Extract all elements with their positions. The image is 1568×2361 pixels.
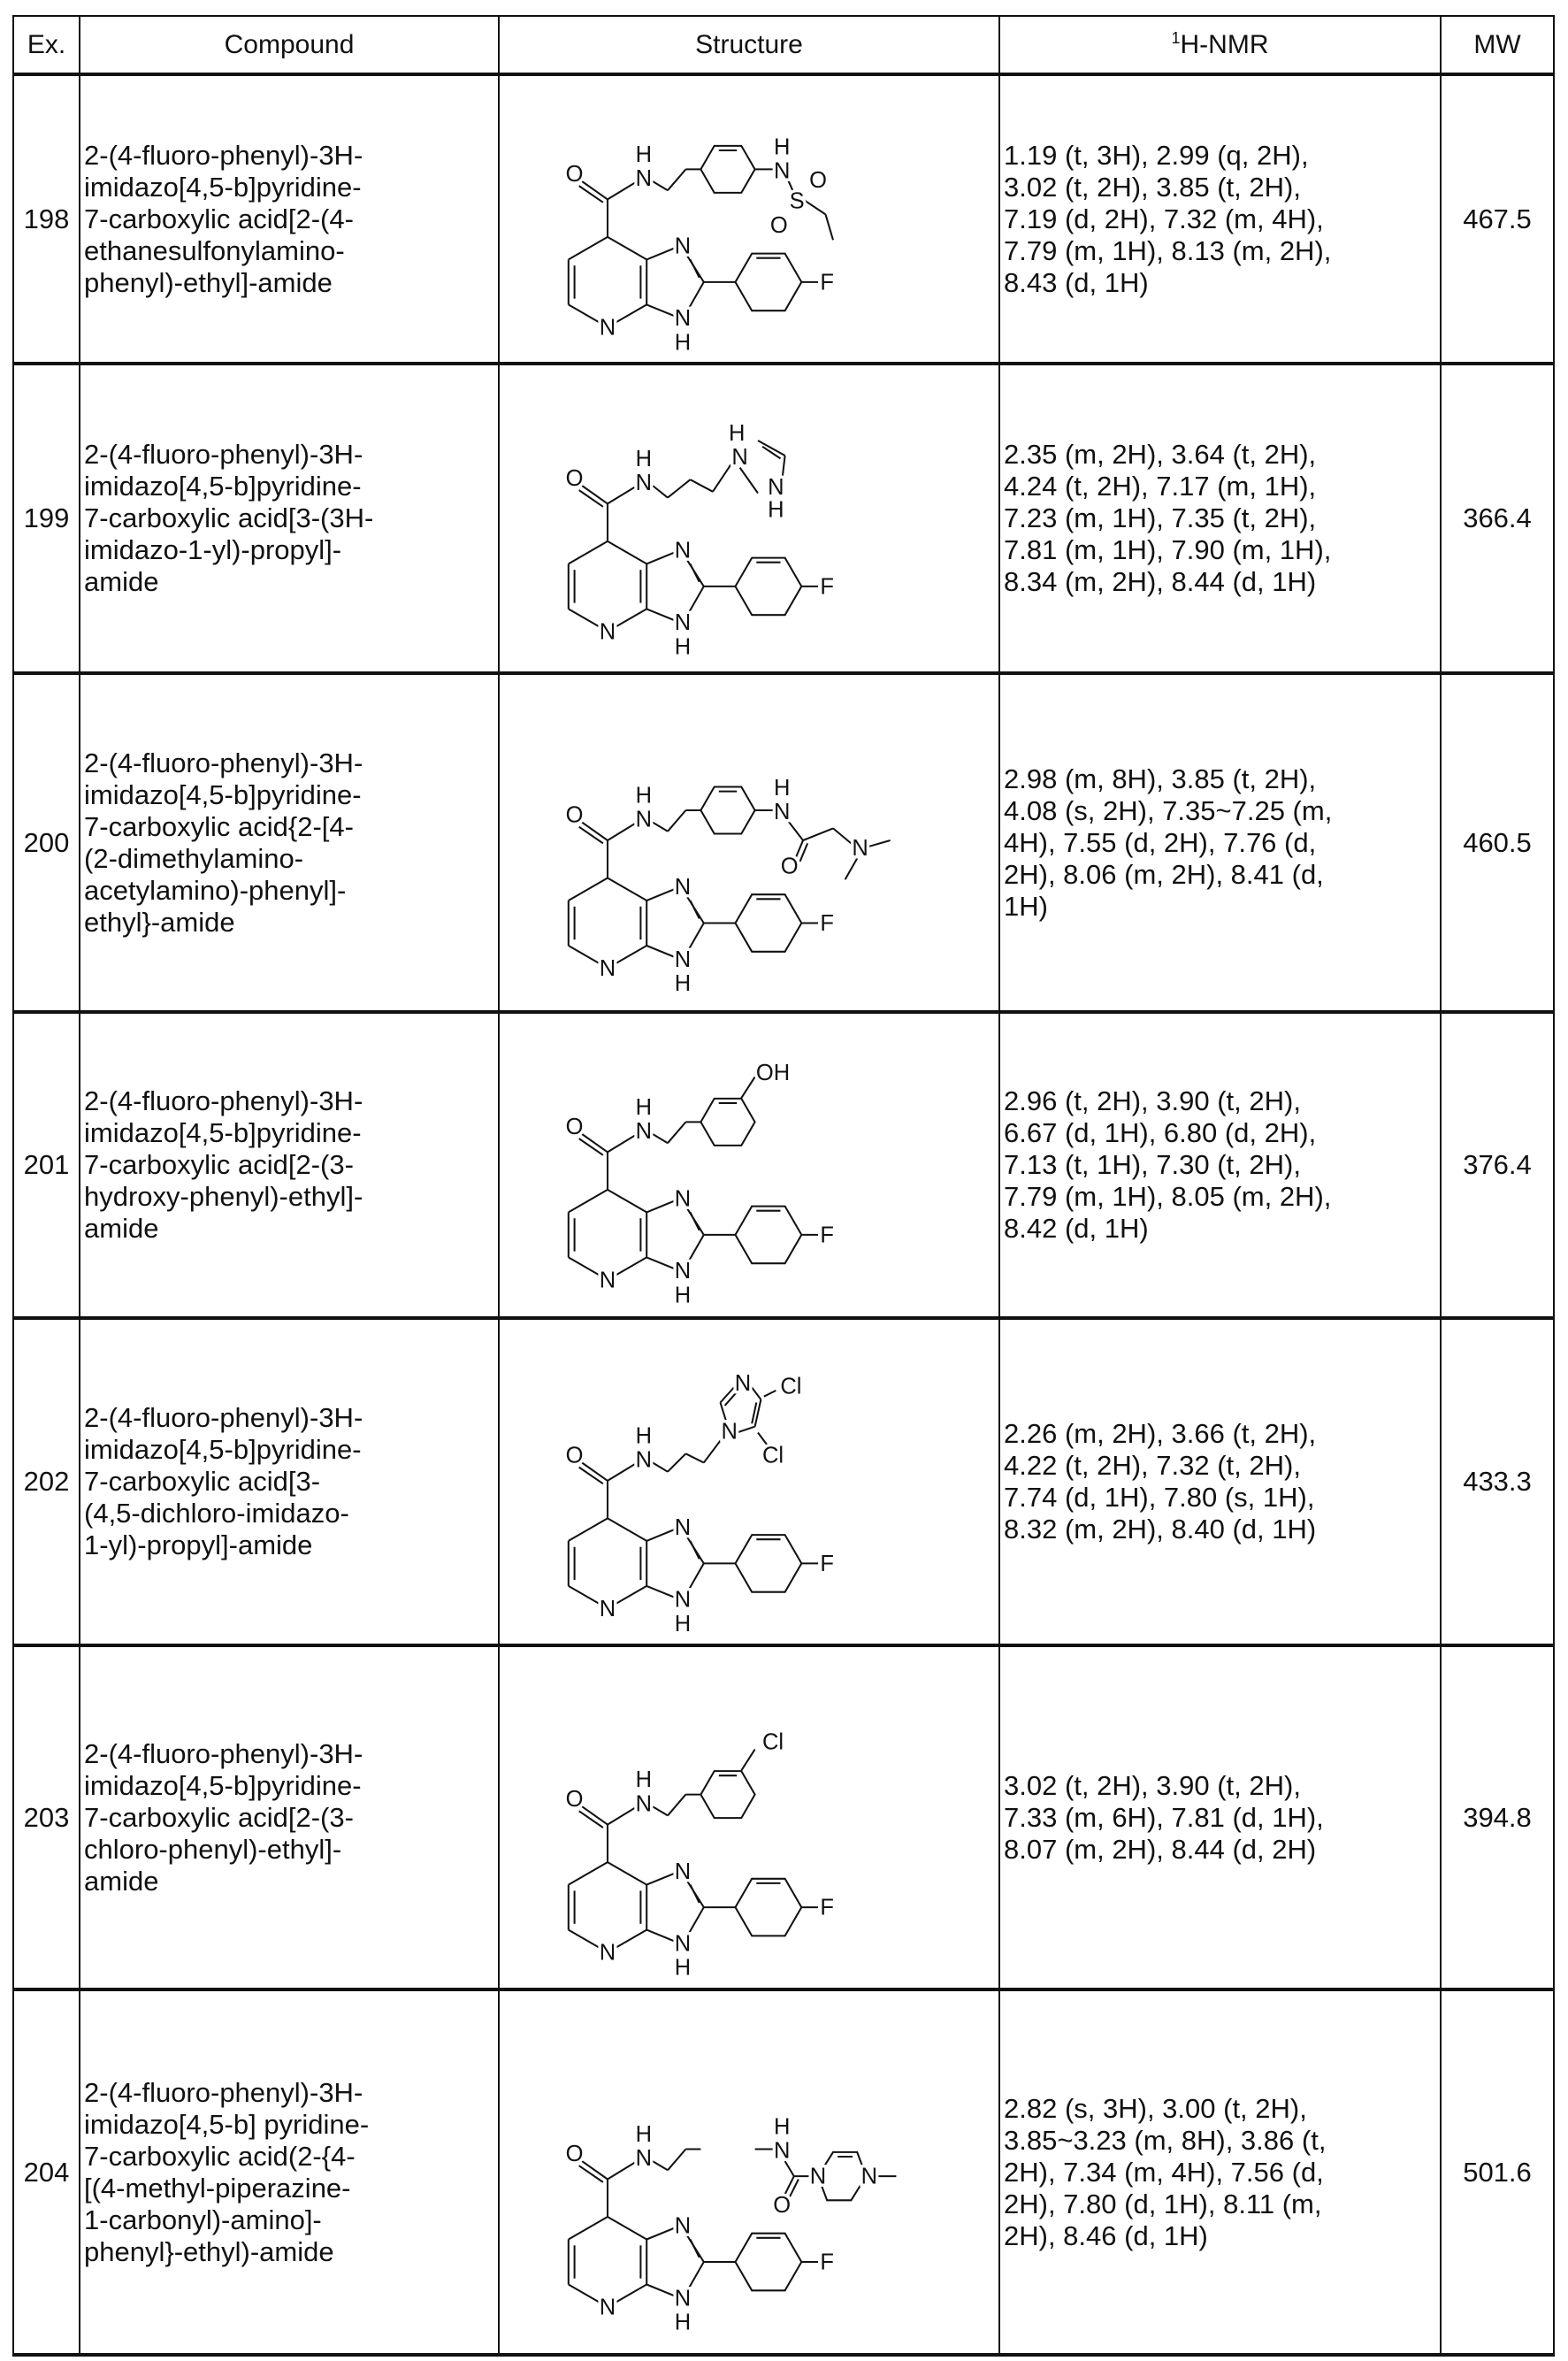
- compound-line: 2-(4-fluoro-phenyl)-3H-: [84, 747, 498, 779]
- nmr-data: [999, 1318, 1441, 1645]
- structure-cell: [499, 1012, 999, 1318]
- atom-label: N: [636, 166, 652, 191]
- bond: [691, 1885, 700, 1903]
- compound-line: 7-carboxylic acid{2-[4-: [84, 811, 498, 843]
- nmr-line: 7.13 (t, 1H), 7.30 (t, 2H),: [1004, 1149, 1440, 1181]
- atom-label: O: [566, 466, 584, 491]
- compound-line: imidazo-1-yl)-propyl]-: [84, 534, 498, 566]
- compound-line: hydroxy-phenyl)-ethyl]-: [84, 1181, 498, 1213]
- atom-label: O: [773, 2193, 791, 2218]
- structure-cell: [499, 74, 999, 364]
- ring: [700, 1771, 754, 1818]
- compound-table: [12, 15, 1555, 2357]
- structure-drawing: [566, 421, 834, 659]
- chemical-structure: [500, 675, 997, 1010]
- nmr-line: 7.23 (m, 1H), 7.35 (t, 2H),: [1004, 502, 1440, 534]
- atom-label: N: [675, 875, 691, 900]
- nmr-line: 4.08 (s, 2H), 7.35~7.25 (m,: [1004, 795, 1440, 827]
- atom-label: H: [675, 2311, 691, 2335]
- ring: [736, 1879, 802, 1936]
- chemical-structure: [500, 1991, 997, 2353]
- bond: [653, 1806, 668, 1815]
- compound-line: imidazo[4,5-b]pyridine-: [84, 1770, 498, 1802]
- ring: [736, 254, 802, 311]
- structure-cell: [499, 1318, 999, 1645]
- bond: [668, 169, 685, 190]
- atom-label: H: [636, 447, 652, 471]
- nmr-line: 2.96 (t, 2H), 3.90 (t, 2H),: [1004, 1085, 1440, 1117]
- compound-name: [80, 74, 499, 364]
- example-number: 202: [13, 1318, 80, 1645]
- atom-label: N: [636, 2146, 652, 2171]
- atom-label: N: [675, 1859, 691, 1884]
- atom-label: N: [852, 836, 868, 861]
- nmr-line: 7.74 (d, 1H), 7.80 (s, 1H),: [1004, 1482, 1440, 1514]
- atom-label: N: [774, 2139, 790, 2164]
- example-number: 199: [13, 364, 80, 673]
- atom-label: H: [675, 971, 691, 996]
- bond: [569, 1190, 608, 1213]
- bond: [803, 828, 833, 840]
- bond: [653, 823, 668, 832]
- compound-line: 2-(4-fluoro-phenyl)-3H-: [84, 2077, 498, 2109]
- atom-label: N: [636, 1791, 652, 1816]
- compound-line: imidazo[4,5-b]pyridine-: [84, 172, 498, 203]
- compound-line: 2-(4-fluoro-phenyl)-3H-: [84, 140, 498, 172]
- structure-cell: [499, 1989, 999, 2355]
- atom-label: F: [820, 1552, 834, 1576]
- bond: [608, 1190, 646, 1213]
- compound-line: (4,5-dichloro-imidazo-: [84, 1498, 498, 1529]
- ring: [736, 1535, 802, 1592]
- atom-label: O: [770, 213, 788, 238]
- bond: [668, 810, 685, 832]
- nmr-line: 2.98 (m, 8H), 3.85 (t, 2H),: [1004, 763, 1440, 795]
- atom-label: H: [675, 1956, 691, 1981]
- table-row: [13, 74, 1554, 364]
- compound-line: phenyl}-ethyl)-amide: [84, 2236, 498, 2268]
- nmr-line: 2H), 7.34 (m, 4H), 7.56 (d,: [1004, 2157, 1440, 2189]
- compound-line: amide: [84, 1866, 498, 1897]
- atom-label: O: [781, 854, 799, 878]
- compound-line: 7-carboxylic acid[3-: [84, 1466, 498, 1498]
- bond: [833, 828, 851, 843]
- atom-label: N: [675, 1931, 691, 1956]
- atom-label: H: [768, 498, 784, 523]
- header-structure: Structure: [499, 16, 999, 74]
- nmr-line: 3.02 (t, 2H), 3.90 (t, 2H),: [1004, 1770, 1440, 1802]
- compound-line: (2-dimethylamino-: [84, 843, 498, 875]
- atom-label: S: [790, 189, 805, 214]
- table-row: [13, 1645, 1554, 1989]
- bond: [569, 1862, 608, 1885]
- atom-label: O: [566, 1444, 584, 1468]
- atom-label: N: [636, 471, 652, 495]
- compound-line: amide: [84, 1213, 498, 1245]
- molecular-weight: 501.6: [1441, 1989, 1554, 2355]
- nmr-data: [999, 1012, 1441, 1318]
- bond: [608, 541, 646, 564]
- atom-label: H: [675, 1612, 691, 1637]
- atom-label: H: [675, 1283, 691, 1307]
- nmr-line: 2.82 (s, 3H), 3.00 (t, 2H),: [1004, 2093, 1440, 2125]
- compound-name: [80, 673, 499, 1012]
- atom-label: N: [774, 159, 790, 184]
- molecular-weight: 433.3: [1441, 1318, 1554, 1645]
- bond: [713, 464, 730, 492]
- atom-label: N: [768, 475, 784, 500]
- atom-label: H: [729, 421, 745, 446]
- bond: [608, 1862, 646, 1885]
- bond: [668, 1453, 685, 1471]
- compound-line: 7-carboxylic acid[2-(3-: [84, 1802, 498, 1834]
- example-number: 203: [13, 1645, 80, 1989]
- bond: [737, 1427, 754, 1433]
- bond: [653, 1463, 668, 1472]
- atom-label: N: [675, 1588, 691, 1613]
- atom-label: N: [636, 1119, 652, 1144]
- ring: [700, 787, 754, 834]
- bond: [741, 1077, 754, 1098]
- atom-label: N: [675, 947, 691, 972]
- atom-label: O: [566, 1115, 584, 1139]
- nmr-data: [999, 673, 1441, 1012]
- atom-label: F: [820, 574, 834, 599]
- bond: [608, 1808, 635, 1825]
- compound-line: imidazo[4,5-b] pyridine-: [84, 2109, 498, 2141]
- atom-label: N: [600, 1268, 616, 1292]
- molecular-weight: 460.5: [1441, 673, 1554, 1012]
- bond: [569, 541, 608, 564]
- bond: [608, 1518, 646, 1541]
- nmr-line: 7.33 (m, 6H), 7.81 (d, 1H),: [1004, 1802, 1440, 1834]
- bond: [668, 1795, 685, 1816]
- atom-label: N: [721, 1419, 737, 1444]
- atom-label: N: [861, 2165, 877, 2189]
- bond: [653, 1134, 668, 1143]
- compound-line: imidazo[4,5-b]pyridine-: [84, 1117, 498, 1149]
- compound-line: acetylamino)-phenyl]-: [84, 875, 498, 907]
- compound-line: ethanesulfonylamino-: [84, 235, 498, 267]
- bond: [788, 821, 803, 840]
- nmr-line: 7.19 (d, 2H), 7.32 (m, 4H),: [1004, 203, 1440, 235]
- header-row: [13, 16, 1554, 74]
- atom-label: F: [820, 1223, 834, 1247]
- bond: [569, 878, 608, 901]
- nmr-line: 3.85~3.23 (m, 8H), 3.86 (t,: [1004, 2125, 1440, 2157]
- atom-label: N: [675, 1187, 691, 1212]
- bond: [721, 1388, 734, 1403]
- bond: [653, 2161, 668, 2170]
- compound-line: 7-carboxylic acid(2-{4-: [84, 2141, 498, 2173]
- atom-label: N: [675, 2286, 691, 2311]
- atom-label: O: [566, 2142, 584, 2166]
- compound-line: 7-carboxylic acid[2-(4-: [84, 203, 498, 235]
- compound-line: [(4-methyl-piperazine-: [84, 2173, 498, 2204]
- bond: [803, 199, 826, 214]
- structure-drawing: [566, 1061, 834, 1308]
- nmr-line: 8.32 (m, 2H), 8.40 (d, 1H): [1004, 1514, 1440, 1545]
- ring: [736, 1207, 802, 1264]
- bond: [704, 1438, 722, 1462]
- bond: [668, 479, 691, 497]
- atom-label: O: [566, 1787, 584, 1812]
- table-row: [13, 673, 1554, 1012]
- chemical-structure: [500, 76, 997, 362]
- nmr-line: 4H), 7.55 (d, 2H), 7.76 (d,: [1004, 827, 1440, 859]
- atom-label: N: [735, 1371, 751, 1396]
- table-row: [13, 1989, 1554, 2355]
- nmr-data: [999, 1989, 1441, 2355]
- atom-label: N: [636, 1448, 652, 1473]
- atom-label: F: [820, 911, 834, 936]
- structure-drawing: [566, 1371, 834, 1637]
- bond: [653, 486, 668, 498]
- example-number: 204: [13, 1989, 80, 2355]
- nmr-line: 2.26 (m, 2H), 3.66 (t, 2H),: [1004, 1418, 1440, 1450]
- atom-label: H: [774, 2115, 790, 2140]
- compound-line: 2-(4-fluoro-phenyl)-3H-: [84, 1738, 498, 1770]
- molecular-weight: 366.4: [1441, 364, 1554, 673]
- nmr-line: 4.24 (t, 2H), 7.17 (m, 1H),: [1004, 471, 1440, 502]
- nmr-line: 2H), 7.80 (d, 1H), 8.11 (m,: [1004, 2189, 1440, 2220]
- bond: [569, 1518, 608, 1541]
- example-number: 198: [13, 74, 80, 364]
- bond: [691, 479, 714, 492]
- bond: [826, 214, 834, 240]
- nmr-line: 8.42 (d, 1H): [1004, 1213, 1440, 1245]
- compound-name: [80, 1012, 499, 1318]
- atom-label: N: [600, 315, 616, 340]
- atom-label: N: [675, 1515, 691, 1540]
- nmr-line: 1H): [1004, 891, 1440, 923]
- chemical-structure: [500, 1320, 997, 1644]
- compound-line: imidazo[4,5-b]pyridine-: [84, 471, 498, 502]
- compound-line: amide: [84, 566, 498, 598]
- bond: [740, 468, 758, 494]
- atom-label: H: [636, 142, 652, 167]
- ring: [700, 1099, 754, 1146]
- atom-label: N: [600, 956, 616, 981]
- table-row: [13, 1012, 1554, 1318]
- compound-line: 2-(4-fluoro-phenyl)-3H-: [84, 1085, 498, 1117]
- bond: [608, 237, 646, 260]
- nmr-line: 7.79 (m, 1H), 8.13 (m, 2H),: [1004, 235, 1440, 267]
- atom-label: N: [675, 539, 691, 563]
- nmr-superscript: 1: [1172, 29, 1181, 47]
- nmr-line: 7.79 (m, 1H), 8.05 (m, 2H),: [1004, 1181, 1440, 1213]
- bond: [668, 2150, 685, 2171]
- bond: [752, 1388, 761, 1400]
- example-number: 200: [13, 673, 80, 1012]
- molecular-weight: 394.8: [1441, 1645, 1554, 1989]
- bond: [685, 1453, 703, 1462]
- structure-drawing: [566, 1730, 834, 1981]
- bond: [691, 259, 700, 277]
- chemical-structure: [500, 1647, 997, 1988]
- atom-label: F: [820, 270, 834, 295]
- nmr-label: H-NMR: [1181, 30, 1269, 59]
- atom-label: F: [820, 1896, 834, 1920]
- atom-label: N: [600, 1941, 616, 1966]
- bond: [691, 1541, 700, 1559]
- header-compound: Compound: [80, 16, 499, 74]
- compound-line: 7-carboxylic acid[3-(3H-: [84, 502, 498, 534]
- atom-label: N: [731, 445, 747, 470]
- header-ex: Ex.: [13, 16, 80, 74]
- structure-drawing: [566, 2115, 897, 2335]
- ring: [736, 894, 802, 952]
- atom-label: OH: [756, 1061, 790, 1085]
- molecular-weight: 376.4: [1441, 1012, 1554, 1318]
- nmr-line: 7.81 (m, 1H), 7.90 (m, 1H),: [1004, 534, 1440, 566]
- nmr-data: [999, 74, 1441, 364]
- structure-drawing: [566, 776, 891, 996]
- atom-label: F: [820, 2250, 834, 2275]
- atom-label: N: [810, 2165, 826, 2189]
- atom-label: Cl: [762, 1444, 784, 1468]
- structure-drawing: [566, 134, 834, 355]
- compound-line: imidazo[4,5-b]pyridine-: [84, 1434, 498, 1466]
- bond: [741, 1750, 754, 1771]
- atom-label: N: [675, 234, 691, 259]
- bond: [691, 1212, 700, 1230]
- molecular-weight: 467.5: [1441, 74, 1554, 364]
- nmr-line: 2H), 8.06 (m, 2H), 8.41 (d,: [1004, 859, 1440, 891]
- nmr-line: 4.22 (t, 2H), 7.32 (t, 2H),: [1004, 1450, 1440, 1482]
- compound-name: [80, 1989, 499, 2355]
- compound-name: [80, 364, 499, 673]
- bond: [608, 1136, 635, 1153]
- atom-label: H: [636, 2122, 652, 2147]
- bond: [845, 858, 858, 879]
- bond: [764, 1391, 776, 1397]
- table-row: [13, 1318, 1554, 1645]
- atom-label: Cl: [762, 1730, 784, 1755]
- compound-line: 1-yl)-propyl]-amide: [84, 1529, 498, 1561]
- atom-label: N: [636, 808, 652, 832]
- compound-line: 2-(4-fluoro-phenyl)-3H-: [84, 1402, 498, 1434]
- bond: [691, 563, 700, 581]
- atom-label: N: [675, 306, 691, 331]
- compound-line: chloro-phenyl)-ethyl]-: [84, 1834, 498, 1866]
- nmr-line: 8.34 (m, 2H), 8.44 (d, 1H): [1004, 566, 1440, 598]
- bond: [668, 1122, 685, 1143]
- atom-label: N: [774, 800, 790, 824]
- atom-label: H: [675, 330, 691, 355]
- table-row: [13, 364, 1554, 673]
- nmr-line: 8.07 (m, 2H), 8.44 (d, 2H): [1004, 1834, 1440, 1866]
- nmr-line: 2H), 8.46 (d, 1H): [1004, 2220, 1440, 2252]
- compound-line: phenyl)-ethyl]-amide: [84, 267, 498, 299]
- header-mw: MW: [1441, 16, 1554, 74]
- bond: [869, 840, 891, 847]
- bond: [569, 2217, 608, 2240]
- nmr-line: 6.67 (d, 1H), 6.80 (d, 2H),: [1004, 1117, 1440, 1149]
- atom-label: N: [600, 1597, 616, 1621]
- atom-label: O: [566, 803, 584, 828]
- compound-line: 1-carbonyl)-amino]-: [84, 2204, 498, 2236]
- atom-label: N: [600, 619, 616, 644]
- atom-label: H: [774, 776, 790, 801]
- bond: [691, 2240, 700, 2258]
- structure-cell: [499, 673, 999, 1012]
- structure-cell: [499, 364, 999, 673]
- bond: [608, 183, 635, 200]
- ring: [700, 146, 754, 193]
- atom-label: H: [636, 1423, 652, 1448]
- compound-line: 2-(4-fluoro-phenyl)-3H-: [84, 439, 498, 471]
- atom-label: H: [636, 1767, 652, 1792]
- atom-label: N: [675, 2214, 691, 2239]
- atom-label: H: [774, 134, 790, 159]
- bond: [691, 901, 700, 918]
- atom-label: O: [566, 162, 584, 187]
- example-number: 201: [13, 1012, 80, 1318]
- chemical-structure: [500, 365, 997, 671]
- nmr-line: 1.19 (t, 3H), 2.99 (q, 2H),: [1004, 140, 1440, 172]
- bond: [608, 824, 635, 840]
- bond: [569, 237, 608, 260]
- atom-label: N: [600, 2296, 616, 2320]
- bond: [608, 487, 635, 504]
- header-nmr: [999, 16, 1441, 74]
- chemical-structure: [500, 1014, 997, 1316]
- atom-label: H: [636, 784, 652, 809]
- bond: [608, 2163, 635, 2180]
- ring: [736, 2234, 802, 2291]
- bond: [608, 2217, 646, 2240]
- compound-line: ethyl}-amide: [84, 907, 498, 939]
- atom-label: N: [675, 610, 691, 635]
- atom-label: H: [636, 1095, 652, 1120]
- bond: [608, 1464, 635, 1481]
- nmr-data: [999, 1645, 1441, 1989]
- compound-name: [80, 1318, 499, 1645]
- atom-label: O: [809, 168, 827, 193]
- atom-label: H: [675, 634, 691, 659]
- compound-name: [80, 1645, 499, 1989]
- compound-line: imidazo[4,5-b]pyridine-: [84, 779, 498, 811]
- nmr-line: 2.35 (m, 2H), 3.64 (t, 2H),: [1004, 439, 1440, 471]
- nmr-data: [999, 364, 1441, 673]
- atom-label: N: [675, 1259, 691, 1284]
- ring: [736, 558, 802, 616]
- compound-line: 7-carboxylic acid[2-(3-: [84, 1149, 498, 1181]
- nmr-line: 8.43 (d, 1H): [1004, 267, 1440, 299]
- structure-cell: [499, 1645, 999, 1989]
- bond: [608, 878, 646, 901]
- nmr-line: 3.02 (t, 2H), 3.85 (t, 2H),: [1004, 172, 1440, 203]
- atom-label: Cl: [780, 1374, 801, 1399]
- bond: [653, 181, 668, 190]
